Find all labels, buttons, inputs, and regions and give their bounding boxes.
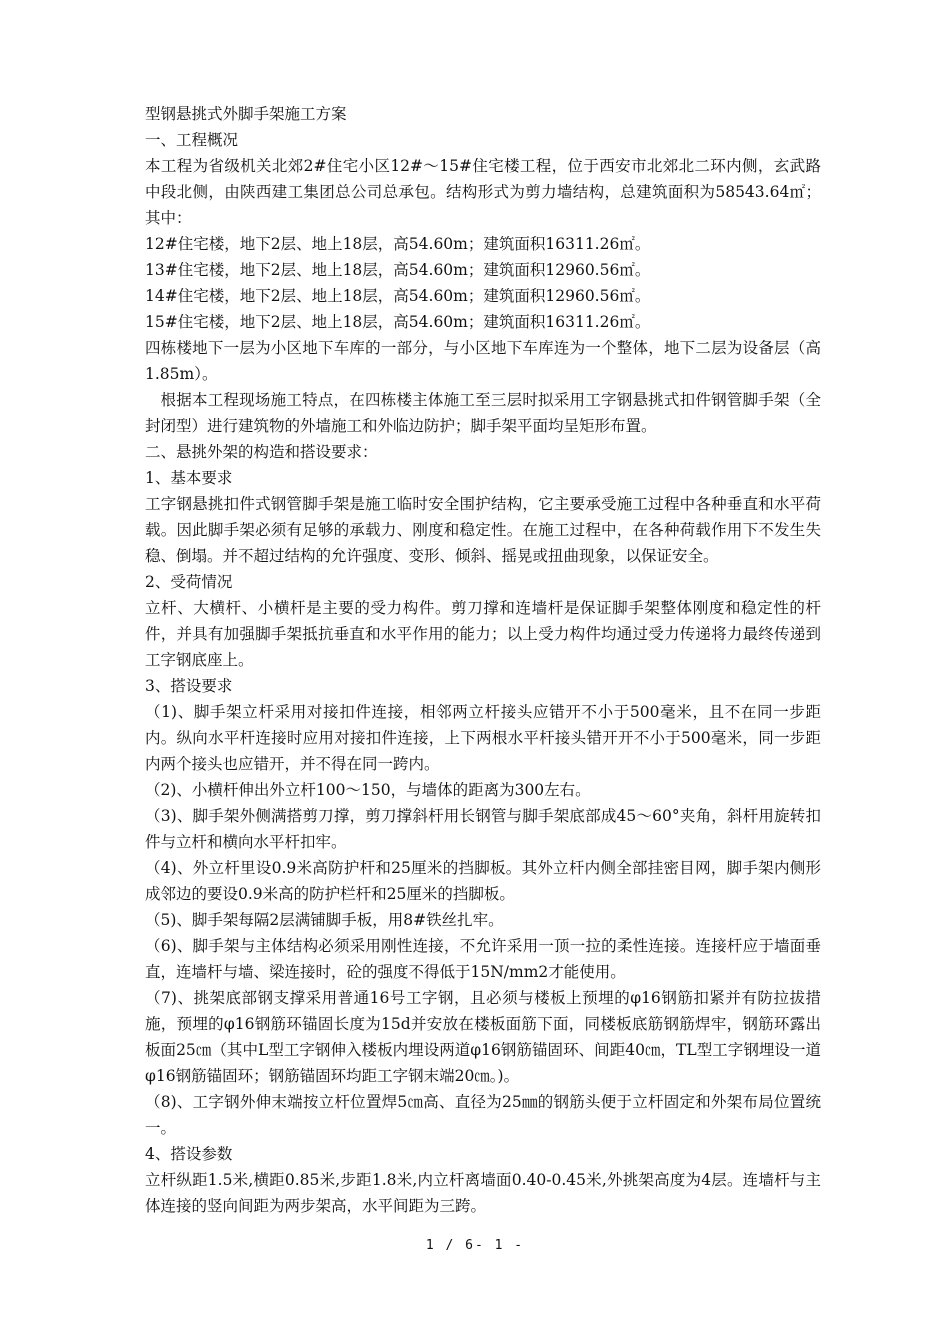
plan-paragraph: 根据本工程现场施工特点，在四栋楼主体施工至三层时拟采用工字钢悬挑式扣件钢管脚手架（全封闭型）进行建筑物的外墙施工和外临边防护；脚手架平面均呈矩形布置。 (145, 391, 821, 435)
subheading-load: 2、受荷情况 (145, 573, 233, 591)
requirement-item: （1)、脚手架立杆采用对接扣件连接，相邻两立杆接头应错开不小于500毫米，且不在同一步距内。纵向水平杆连接时应用对接扣件连接，上下两根水平杆接头错开开不小于500毫米，同一步距内两个接头也应错开，并不得在同一跨内。 (145, 703, 821, 773)
building-item: 12#住宅楼，地下2层、地上18层，高54.60m；建筑面积16311.26㎡。 (145, 235, 651, 253)
section-heading-construction: 二、悬挑外架的构造和搭设要求： (145, 443, 378, 461)
requirement-item: （4)、外立杆里设0.9米高防护杆和25厘米的挡脚板。其外立杆内侧全部挂密目网，脚手架内侧形成邻边的要设0.9米高的防护栏杆和25厘米的挡脚板。 (145, 859, 821, 903)
parameters-paragraph: 立杆纵距1.5米,横距0.85米,步距1.8米,内立杆离墙面0.40-0.45米,外挑架高度为4层。连墙杆与主体连接的竖向间距为两步架高，水平间距为三跨。 (145, 1171, 821, 1215)
document-title: 型钢悬挑式外脚手架施工方案 (145, 105, 347, 123)
subheading-basic: 1、基本要求 (145, 469, 233, 487)
building-item: 14#住宅楼，地下2层、地上18层，高54.60m；建筑面积12960.56㎡。 (145, 287, 651, 305)
building-item: 13#住宅楼，地下2层、地上18层，高54.60m；建筑面积12960.56㎡。 (145, 261, 651, 279)
document-body (145, 101, 821, 1219)
requirement-item: （6)、脚手架与主体结构必须采用刚性连接，不允许采用一顶一拉的柔性连接。连接杆应于墙面垂直，连墙杆与墙、梁连接时，砼的强度不得低于15N/mm2才能使用。 (145, 937, 821, 981)
subheading-erection: 3、搭设要求 (145, 677, 233, 695)
basic-requirements-paragraph: 工字钢悬挑扣件式钢管脚手架是施工临时安全围护结构，它主要承受施工过程中各种垂直和水平荷载。因此脚手架必须有足够的承载力、刚度和稳定性。在施工过程中，在各种荷载作用下不发生失稳、倒塌。并不超过结构的允许强度、变形、倾斜、摇晃或扭曲现象，以保证安全。 (145, 495, 821, 565)
building-item: 15#住宅楼，地下2层、地上18层，高54.60m；建筑面积16311.26㎡。 (145, 313, 651, 331)
requirement-item: （8)、工字钢外伸末端按立杆位置焊5㎝高、直径为25㎜的钢筋头便于立杆固定和外架布局位置统一。 (145, 1093, 821, 1137)
requirement-item: （3)、脚手架外侧满搭剪刀撑，剪刀撑斜杆用长钢管与脚手架底部成45～60°夹角，斜杆用旋转扣件与立杆和横向水平杆扣牢。 (145, 807, 821, 851)
load-paragraph: 立杆、大横杆、小横杆是主要的受力构件。剪刀撑和连墙杆是保证脚手架整体刚度和稳定性的杆件，并具有加强脚手架抵抗垂直和水平作用的能力；以上受力构件均通过受力传递将力最终传递到工字钢底座上。 (145, 599, 821, 669)
basement-paragraph: 四栋楼地下一层为小区地下车库的一部分，与小区地下车库连为一个整体，地下二层为设备层（高1.85m）。 (145, 339, 821, 383)
page-number: 1 / 6- 1 - (425, 1238, 525, 1253)
requirement-item: （7)、挑架底部钢支撑采用普通16号工字钢，且必须与楼板上预埋的φ16钢筋扣紧并有防拉拔措施，预埋的φ16钢筋环锚固长度为15d并安放在楼板面筋下面，同楼板底筋钢筋焊牢，钢筋环露出板面25㎝（其中L型工字钢伸入楼板内埋设两道φ16钢筋锚固环、间距40㎝，TL型工字钢埋设一道φ16钢筋锚固环；钢筋锚固环均距工字钢末端20㎝。)。 (145, 989, 821, 1085)
intro-paragraph: 本工程为省级机关北郊2#住宅小区12#～15#住宅楼工程，位于西安市北郊北二环内侧，玄武路中段北侧，由陕西建工集团总公司总承包。结构形式为剪力墙结构，总建筑面积为58543.64㎡；其中： (145, 157, 821, 227)
subheading-parameters: 4、搭设参数 (145, 1145, 233, 1163)
requirement-item: （5)、脚手架每隔2层满铺脚手板，用8#铁丝扎牢。 (145, 911, 504, 929)
requirement-item: （2)、小横杆伸出外立杆100～150，与墙体的距离为300左右。 (145, 781, 591, 799)
section-heading-overview: 一、工程概况 (145, 131, 239, 149)
